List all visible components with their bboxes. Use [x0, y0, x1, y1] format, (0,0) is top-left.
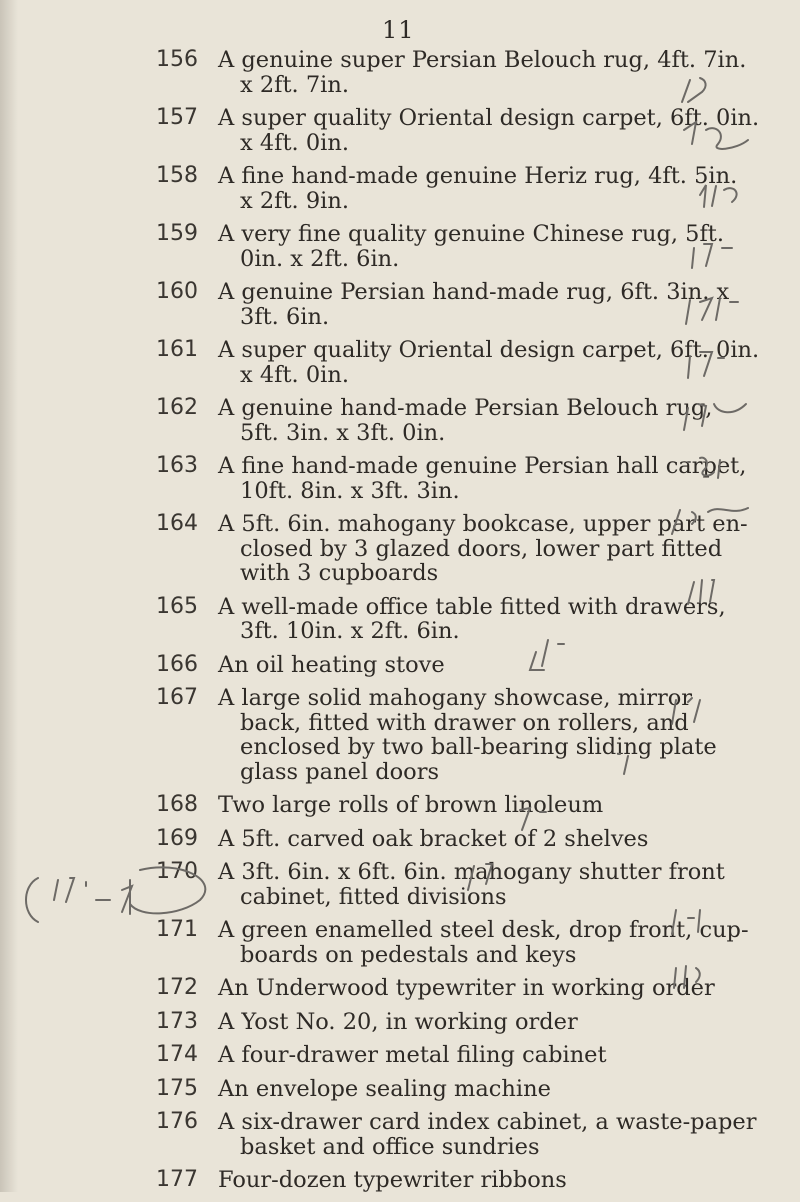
lot-number: 167 [156, 685, 198, 710]
lot-entry [156, 454, 756, 503]
lot-number: 159 [156, 221, 198, 246]
lot-description-line: An envelope sealing machine [218, 1075, 551, 1102]
lot-description-line: A well-made office table fitted with drawers, [218, 593, 726, 620]
lot-number: 165 [156, 593, 198, 619]
lot-description-line: An Underwood typewriter in working order [218, 975, 715, 1001]
lot-entry [156, 280, 756, 329]
lot-description-line: x 4ft. 0in. [240, 361, 349, 388]
lot-description-line: 10ft. 8in. x 3ft. 3in. [240, 477, 460, 504]
lot-description-line: x 2ft. 9in. [240, 187, 349, 214]
lot-number: 175 [156, 1075, 198, 1101]
lot-description-line: A 5ft. 6in. mahogany bookcase, upper part en- [218, 511, 748, 537]
lot-number: 177 [156, 1167, 198, 1192]
page-edge-shadow [0, 0, 18, 1192]
lot-description-line: An oil heating stove [218, 651, 445, 678]
lot-description-line: x 2ft. 7in. [240, 71, 349, 98]
lot-number: 162 [156, 395, 198, 420]
lot-description-line: glass panel doors [240, 758, 440, 785]
lot-number: 161 [156, 337, 198, 362]
lot-entry [156, 1168, 756, 1193]
lot-entry [156, 595, 756, 644]
lot-number: 171 [156, 917, 198, 942]
lot-entry [156, 105, 760, 156]
lot-description-line: closed by 3 glazed doors, lower part fitted [240, 535, 723, 562]
lot-description-line: A super quality Oriental design carpet, 6ft. 0in. [218, 105, 760, 131]
lot-description-line: x 4ft. 0in. [240, 129, 349, 156]
lot-entry [156, 976, 756, 1001]
lot-number: 157 [156, 105, 198, 130]
lot-entry [156, 686, 756, 784]
lot-number: 166 [156, 651, 198, 677]
lot-entry [156, 164, 756, 213]
lot-description-line: back, fitted with drawer on rollers, and [240, 709, 689, 736]
lot-entry [156, 860, 756, 909]
lot-entry [156, 1110, 756, 1159]
lot-description-line: A four-drawer metal filing cabinet [218, 1042, 607, 1068]
lot-entry [156, 827, 756, 852]
lot-number: 160 [156, 279, 198, 304]
lot-description-line: A super quality Oriental design carpet, 6ft. 0in. [218, 337, 760, 363]
lot-entry [156, 653, 756, 678]
lot-description-line: A genuine super Persian Belouch rug, 4ft. 7in. [218, 47, 747, 73]
lot-number: 172 [156, 975, 198, 1000]
lot-entry [156, 337, 760, 388]
lot-description-line: boards on pedestals and keys [240, 941, 577, 968]
lot-number: 156 [156, 47, 198, 72]
lot-description-line: 0in. x 2ft. 6in. [240, 245, 400, 272]
lot-description-line: enclosed by two ball-bearing sliding plate [240, 734, 717, 760]
lot-list [156, 47, 760, 1202]
lot-description-line: Four-dozen typewriter ribbons [218, 1167, 567, 1193]
lot-number: 173 [156, 1008, 198, 1034]
lot-description-line: A genuine Persian hand-made rug, 6ft. 3in. x [218, 279, 730, 305]
lot-number: 176 [156, 1109, 198, 1134]
lot-description-line: A 3ft. 6in. x 6ft. 6in. mahogany shutter front [218, 859, 725, 885]
lot-description-line: 3ft. 10in. x 2ft. 6in. [240, 618, 460, 644]
lot-description-line: A genuine hand-made Persian Belouch rug, [218, 395, 713, 421]
lot-description-line: 3ft. 6in. [240, 303, 330, 330]
lot-description-line: A fine hand-made genuine Persian hall carpet, [218, 453, 747, 479]
lot-description-line: A 5ft. carved oak bracket of 2 shelves [218, 825, 649, 852]
lot-description-line: A very fine quality genuine Chinese rug, 5ft. [218, 221, 724, 247]
page-number: 11 [382, 16, 415, 44]
lot-entry [156, 793, 756, 818]
lot-description-line: basket and office sundries [240, 1133, 540, 1160]
lot-description-line: A green enamelled steel desk, drop front, cup- [218, 917, 749, 943]
lot-description-line: 5ft. 3in. x 3ft. 0in. [240, 419, 446, 446]
lot-number: 158 [156, 163, 198, 188]
lot-entry [156, 1010, 756, 1035]
lot-entry [156, 222, 756, 271]
lot-entry [156, 1077, 756, 1102]
lot-entry [156, 512, 756, 586]
lot-number: 169 [156, 825, 198, 851]
lot-description-line: A Yost No. 20, in working order [218, 1008, 578, 1035]
lot-entry [156, 396, 756, 445]
lot-entry [156, 48, 756, 97]
lot-number: 164 [156, 511, 198, 536]
lot-description-line: A fine hand-made genuine Heriz rug, 4ft. 5in. [218, 163, 738, 189]
lot-entry [156, 918, 756, 967]
lot-description-line: A large solid mahogany showcase, mirror [218, 685, 693, 711]
lot-number: 168 [156, 792, 198, 817]
lot-entry [156, 1043, 756, 1068]
lot-number: 170 [156, 859, 198, 884]
lot-description-line: cabinet, fitted divisions [240, 883, 507, 910]
lot-description-line: with 3 cupboards [240, 560, 439, 586]
lot-number: 163 [156, 453, 198, 478]
lot-description-line: Two large rolls of brown linoleum [218, 792, 604, 818]
lot-number: 174 [156, 1042, 198, 1067]
lot-description-line: A six-drawer card index cabinet, a waste-paper [218, 1109, 757, 1135]
